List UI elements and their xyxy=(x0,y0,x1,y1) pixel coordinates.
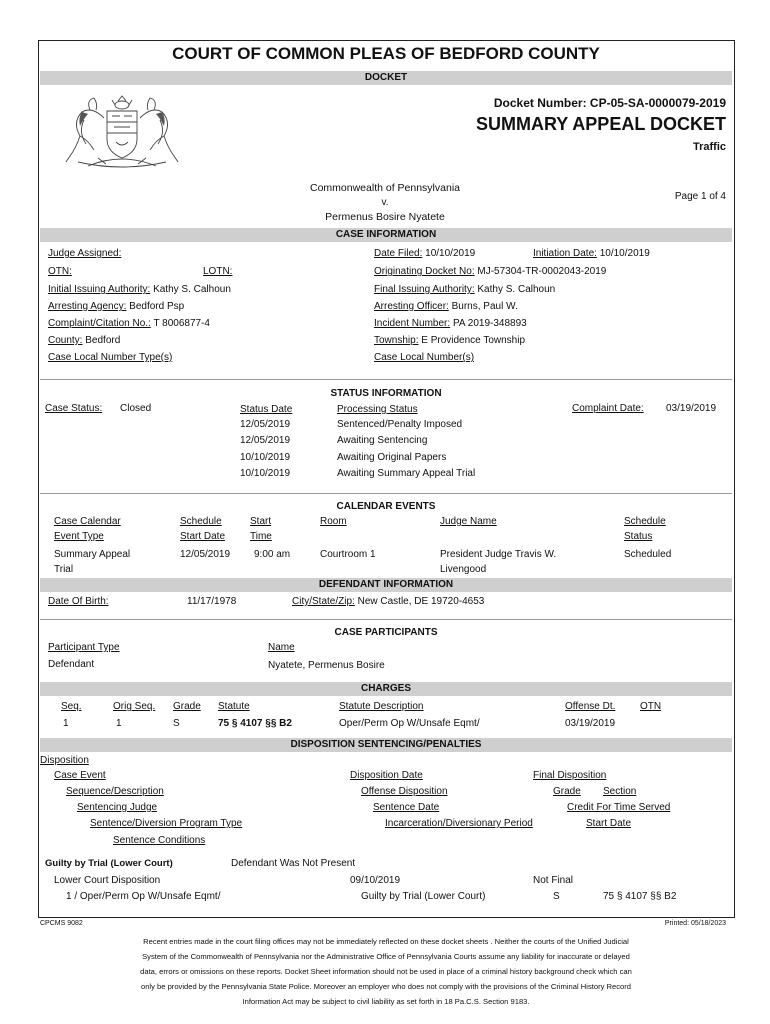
caption-versus: v. xyxy=(381,197,389,208)
disposition-header-section: Section xyxy=(603,786,637,797)
calendar-header-event: Case Calendar xyxy=(54,516,121,527)
originating-docket: Originating Docket No: MJ-57304-TR-0002043-2019 xyxy=(374,266,607,277)
disposition-event-note: Defendant Was Not Present xyxy=(231,858,356,869)
calendar-event-date: 12/05/2019 xyxy=(180,549,231,560)
case-status-label: Case Status: xyxy=(45,403,103,414)
lotn-label: LOTN: xyxy=(203,266,233,277)
charges-bar: CHARGES xyxy=(40,682,732,696)
disposition-header-date: Disposition Date xyxy=(350,770,423,781)
charge-orig-seq: 1 xyxy=(116,718,122,729)
disposition-header-program-type: Sentence/Diversion Program Type xyxy=(90,818,243,829)
charges-header-orig-seq: Orig Seq. xyxy=(113,701,156,712)
charges-header-offense-date: Offense Dt. xyxy=(565,701,616,712)
charges-header-grade: Grade xyxy=(173,701,201,712)
otn-label: OTN: xyxy=(48,266,72,277)
disposition-header-incarceration: Incarceration/Diversionary Period xyxy=(385,818,533,829)
disposition-date: 09/10/2019 xyxy=(350,875,401,886)
dob-label: Date Of Birth: xyxy=(48,596,109,607)
arresting-agency: Arresting Agency: Bedford Psp xyxy=(48,301,185,312)
case-local-number-label: Case Local Number(s) xyxy=(374,352,475,363)
disposition-header-grade: Grade xyxy=(553,786,581,797)
status-row-status: Awaiting Sentencing xyxy=(337,435,428,446)
calendar-header-schedule: Start Date xyxy=(180,531,226,542)
disclaimer-line: Information Act may be subject to civil liability as set forth in 18 Pa.C.S. Section 9183. xyxy=(242,997,530,1006)
disposition-header-credit: Credit For Time Served xyxy=(567,802,671,813)
printed-date: Printed: 05/18/2023 xyxy=(664,920,726,927)
calendar-event-judge: President Judge Travis W. xyxy=(440,549,557,560)
final-issuing-authority: Final Issuing Authority: Kathy S. Calhoun xyxy=(374,284,556,295)
charges-header-statute: Statute xyxy=(218,701,250,712)
township: Township: E Providence Township xyxy=(374,335,526,346)
incident-number: Incident Number: PA 2019-348893 xyxy=(374,318,527,329)
divider xyxy=(40,619,732,620)
docket-subtype: Traffic xyxy=(692,141,726,153)
calendar-header-time: Start xyxy=(250,516,272,527)
disposition-offense-disposition: Guilty by Trial (Lower Court) xyxy=(361,891,486,902)
status-row-date: 10/10/2019 xyxy=(240,452,291,463)
status-date-header: Status Date xyxy=(240,404,293,415)
disposition-section: 75 § 4107 §§ B2 xyxy=(603,891,677,902)
complaint-date-value: 03/19/2019 xyxy=(666,403,717,414)
status-row-date: 12/05/2019 xyxy=(240,419,291,430)
calendar-header-judge: Judge Name xyxy=(440,516,497,527)
participant-type: Defendant xyxy=(48,659,95,670)
defendant-information-bar: DEFENDANT INFORMATION xyxy=(40,578,732,592)
date-filed: Date Filed: 10/10/2019 xyxy=(374,248,476,259)
calendar-event-time: 9:00 am xyxy=(254,549,291,560)
calendar-event-status: Scheduled xyxy=(624,549,672,560)
calendar-header-status: Status xyxy=(624,531,653,542)
disposition-header-offense-disposition: Offense Disposition xyxy=(361,786,448,797)
disposition-header-case-event: Case Event xyxy=(54,770,106,781)
status-row-status: Awaiting Summary Appeal Trial xyxy=(337,468,476,479)
disposition-header-sentencing-judge: Sentencing Judge xyxy=(77,802,158,813)
county: County: Bedford xyxy=(48,335,121,346)
status-information-title: STATUS INFORMATION xyxy=(330,388,442,399)
status-row-date: 10/10/2019 xyxy=(240,468,291,479)
complaint-citation: Complaint/Citation No.: T 8006877-4 xyxy=(48,318,210,329)
pennsylvania-coat-of-arms-icon xyxy=(58,92,186,175)
status-row-status: Sentenced/Penalty Imposed xyxy=(337,419,463,430)
complaint-date-label: Complaint Date: xyxy=(572,403,644,414)
disposition-event-title: Guilty by Trial (Lower Court) xyxy=(45,858,173,869)
divider xyxy=(40,493,732,494)
processing-status-header: Processing Status xyxy=(337,404,418,415)
case-status-value: Closed xyxy=(120,403,152,414)
initiation-date: Initiation Date: 10/10/2019 xyxy=(533,248,650,259)
docket-number: Docket Number: CP-05-SA-0000079-2019 xyxy=(493,96,726,110)
charges-header-otn: OTN xyxy=(640,701,662,712)
calendar-event-judge: Livengood xyxy=(440,564,487,575)
case-local-number-type-label: Case Local Number Type(s) xyxy=(48,352,173,363)
page-indicator: Page 1 of 4 xyxy=(674,191,726,202)
disposition-header-conditions: Sentence Conditions xyxy=(113,835,206,846)
charges-header-seq: Seq. xyxy=(61,701,82,712)
docket-bar: DOCKET xyxy=(40,71,732,85)
disposition-bar: DISPOSITION SENTENCING/PENALTIES xyxy=(40,738,732,752)
status-row-status: Awaiting Original Papers xyxy=(337,452,447,463)
participant-name-header: Name xyxy=(268,642,295,653)
caption-defendant: Permenus Bosire Nyatete xyxy=(325,211,445,223)
disclaimer-line: data, errors or omissions on these reports. Docket Sheet information should not be used in place of a criminal history background check which can xyxy=(140,967,632,976)
case-information-bar: CASE INFORMATION xyxy=(40,228,732,242)
calendar-header-status: Schedule xyxy=(624,516,666,527)
disposition-final: Not Final xyxy=(533,875,574,886)
status-row-date: 12/05/2019 xyxy=(240,435,291,446)
disposition-header-start-date: Start Date xyxy=(586,818,632,829)
charge-seq: 1 xyxy=(63,718,69,729)
calendar-header-time: Time xyxy=(250,531,272,542)
charge-description: Oper/Perm Op W/Unsafe Eqmt/ xyxy=(339,718,480,729)
charge-grade: S xyxy=(173,718,180,729)
disclaimer-line: Recent entries made in the court filing offices may not be immediately reflected on these docket sheets . Neither the courts of the Unified Judicial xyxy=(143,937,629,946)
disposition-header-final: Final Disposition xyxy=(533,770,607,781)
calendar-events-title: CALENDAR EVENTS xyxy=(336,501,436,512)
arresting-officer: Arresting Officer: Burns, Paul W. xyxy=(374,301,518,312)
disposition-case-event: Lower Court Disposition xyxy=(54,875,161,886)
disposition-sequence: 1 / Oper/Perm Op W/Unsafe Eqmt/ xyxy=(66,891,221,902)
calendar-header-schedule: Schedule xyxy=(180,516,222,527)
calendar-header-room: Room xyxy=(320,516,347,527)
calendar-event-room: Courtroom 1 xyxy=(320,549,376,560)
form-number: CPCMS 9082 xyxy=(40,920,83,927)
city-state-zip: City/State/Zip: New Castle, DE 19720-4653 xyxy=(292,596,485,607)
calendar-event-type: Summary Appeal xyxy=(54,549,131,560)
calendar-header-event: Event Type xyxy=(54,531,104,542)
initial-issuing-authority: Initial Issuing Authority: Kathy S. Calhoun xyxy=(48,284,231,295)
dob-value: 11/17/1978 xyxy=(187,596,237,607)
charges-header-description: Statute Description xyxy=(339,701,424,712)
charge-offense-date: 03/19/2019 xyxy=(565,718,616,729)
case-participants-title: CASE PARTICIPANTS xyxy=(334,627,438,638)
disclaimer-line: System of the Commonwealth of Pennsylvania nor the Administrative Office of Pennsylvania Courts assume any liability for inaccurate or delayed xyxy=(142,952,630,961)
participant-name: Nyatete, Permenus Bosire xyxy=(268,660,385,671)
disposition-header-sentence-date: Sentence Date xyxy=(373,802,440,813)
divider xyxy=(40,379,732,380)
charge-statute: 75 § 4107 §§ B2 xyxy=(218,718,292,729)
judge-assigned-label: Judge Assigned: xyxy=(48,248,122,259)
disposition-header: Disposition xyxy=(40,755,89,766)
disposition-grade: S xyxy=(553,891,560,902)
participant-type-header: Participant Type xyxy=(48,642,120,653)
docket-type: SUMMARY APPEAL DOCKET xyxy=(475,114,726,134)
court-title: COURT OF COMMON PLEAS OF BEDFORD COUNTY xyxy=(172,44,600,63)
calendar-event-type: Trial xyxy=(54,564,74,575)
disposition-header-sequence: Sequence/Description xyxy=(66,786,164,797)
disclaimer-line: only be provided by the Pennsylvania State Police. Moreover an employer who does not comply with the provisions of the Criminal History Record xyxy=(140,982,632,991)
caption-plaintiff: Commonwealth of Pennsylvania xyxy=(310,182,460,194)
